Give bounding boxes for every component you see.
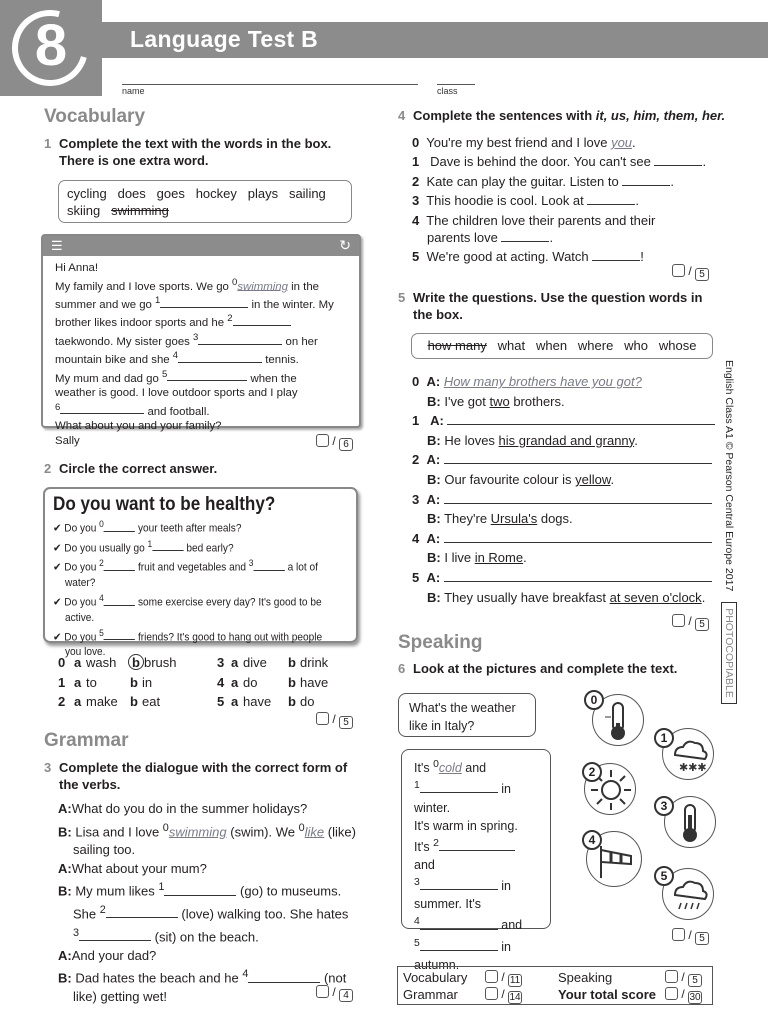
q5-row-b: B: They're Ursula's dogs.: [427, 511, 573, 527]
dialogue-line: $^3$ (sit) on the beach.: [73, 926, 259, 945]
answer-line[interactable]: [444, 570, 712, 582]
blank-3[interactable]: [198, 333, 282, 345]
q2-score: / 5: [316, 712, 353, 729]
q4-item: 2 Kate can play the guitar. Listen to .: [412, 173, 674, 189]
blank-5[interactable]: [592, 249, 640, 261]
answer-line[interactable]: [444, 492, 712, 504]
dialogue-line: B: Dad hates the beach and he $^4$ (not: [58, 968, 347, 986]
q5-row-b: B: He loves his grandad and granny.: [427, 432, 638, 448]
unit-number-badge: [0, 0, 102, 96]
vocab-total-label: Vocabulary: [403, 970, 468, 985]
blank-2[interactable]: [233, 314, 291, 326]
dialogue-line: B: Lisa and I love $^0$swimming (swim). We $^0$like (like): [58, 821, 356, 839]
score-box[interactable]: [665, 987, 678, 1000]
quiz-item: ✔ Do you $^0$ your teeth after meals?: [53, 519, 242, 535]
q5-score: / 5: [672, 614, 709, 631]
q5-row-b: B: They usually have breakfast at seven o'clock.: [427, 589, 706, 605]
q5-row-a: 2 A:: [412, 450, 717, 470]
answer-line[interactable]: [447, 413, 715, 425]
menu-icon[interactable]: ☰: [51, 238, 63, 253]
q1-word-box: [58, 180, 352, 223]
dialogue-line: A:What about your mum?: [58, 860, 207, 876]
q4-item: parents love .: [427, 230, 554, 246]
email-line: summer and we go $^1$ in the winter. My: [55, 294, 334, 311]
word-crossed: how many: [427, 338, 487, 353]
score-box[interactable]: [672, 928, 685, 941]
blank-1[interactable]: [164, 884, 236, 896]
photocopiable-label: PHOTOCOPIABLE: [721, 602, 737, 704]
score-box[interactable]: [316, 434, 329, 447]
blank-4[interactable]: [501, 230, 549, 242]
class-label: class: [437, 86, 458, 96]
quiz-item: ✔ Do you $^2$ fruit and vegetables and $^3$ a lot of: [53, 558, 318, 574]
word: where: [577, 338, 614, 353]
q4-item: 4 The children love their parents and their: [412, 212, 656, 228]
dialogue-line: A:What do you do in the summer holidays?: [58, 801, 308, 816]
q3-score: / 4: [316, 985, 353, 1002]
section-title-grammar: Grammar: [44, 730, 129, 751]
quiz-item: water?: [64, 576, 96, 589]
blank-2[interactable]: [439, 839, 515, 851]
score-box[interactable]: [316, 985, 329, 998]
q6-score: / 5: [672, 928, 709, 945]
q4-item: 5 We're good at acting. Watch !: [412, 249, 644, 265]
word: goes: [156, 186, 185, 201]
email-toolbar: [43, 236, 359, 256]
blank-1[interactable]: [160, 296, 248, 308]
blank-1[interactable]: [420, 781, 498, 793]
healthy-quiz-box: [43, 487, 358, 659]
dialogue-line: sailing too.: [73, 842, 136, 858]
q3-instruction: Complete the dialogue with the correct form of the verbs.: [59, 760, 348, 792]
blank-5[interactable]: [420, 939, 498, 951]
q4-number: 4: [398, 108, 406, 123]
email-line: My family and I love sports. We go $^0$swimming in the: [55, 276, 320, 293]
score-box[interactable]: [485, 987, 498, 1000]
email-line: mountain bike and she $^4$ tennis.: [55, 350, 299, 366]
section-title-speaking: Speaking: [398, 632, 483, 653]
word: cycling: [67, 186, 107, 201]
quiz-item: ✔ Do you usually go $^1$ bed early?: [53, 538, 234, 555]
q6-number: 6: [398, 661, 406, 676]
speech-bubble-answer: It's $^0$cold and $^1$ in winter. It's warm in spring. It's $^2$ and $^3$ in summer. It's $^4$ and $^5$ in autumn.: [401, 749, 551, 929]
blank-2[interactable]: [622, 174, 670, 186]
name-line[interactable]: [122, 84, 418, 85]
q1-instruction: Complete the text with the words in the box. There is one extra word.: [59, 136, 332, 168]
dialogue-line: A:And your dad?: [58, 947, 157, 963]
word: hockey: [195, 186, 237, 201]
score-summary: Vocabulary / 11 Speaking / 5 Grammar / 14 Your total score / 30: [397, 966, 713, 1005]
score-box[interactable]: [672, 614, 685, 627]
q3-number: 3: [44, 760, 52, 775]
blank-6[interactable]: [60, 402, 144, 414]
refresh-icon[interactable]: ↻: [339, 237, 351, 253]
word: whose: [658, 338, 697, 353]
name-label: name: [122, 86, 145, 96]
q6-instruction: Look at the pictures and complete the text.: [413, 661, 678, 676]
grammar-total-label: Grammar: [403, 987, 458, 1002]
blank-4[interactable]: [248, 971, 320, 983]
q5-items: [412, 372, 717, 607]
picture-number: 2: [582, 762, 602, 782]
copyright-text: English Class A1 © Pearson Central Europe 2017: [723, 360, 735, 592]
word: who: [624, 338, 649, 353]
dialogue-line: like) getting wet!: [73, 989, 167, 1005]
email-line: brother likes indoor sports and he $^2$: [55, 312, 347, 330]
q4-item: 3 This hoodie is cool. Look at .: [412, 193, 640, 209]
email-line: taekwondo. My sister goes $^3$ on her: [55, 331, 318, 348]
q5-row-a: 0 A: How many brothers have you got?: [412, 374, 642, 389]
email-line: weather is good. I love outdoor sports and I play: [55, 386, 298, 399]
answer-line[interactable]: [444, 531, 712, 543]
picture-number: 5: [654, 866, 674, 886]
email-line: My mum and dad go $^5$ when the: [55, 368, 297, 385]
speech-bubble-question: What's the weather like in Italy?: [398, 693, 536, 737]
blank-3[interactable]: [79, 929, 151, 941]
q5-row-b: B: Our favourite colour is yellow.: [427, 471, 615, 487]
q5-row-a: 4 A:: [412, 529, 717, 549]
picture-number: 1: [654, 728, 674, 748]
blank-1[interactable]: [654, 154, 702, 166]
q5-row-a: 1 A:: [412, 411, 717, 431]
blank-2[interactable]: [106, 906, 178, 918]
score-box[interactable]: [316, 712, 329, 725]
word: does: [117, 186, 146, 201]
blank-3[interactable]: [420, 878, 498, 890]
word: when: [535, 338, 568, 353]
email-line: Hi Anna!: [55, 262, 99, 274]
q5-word-box: [411, 333, 713, 359]
blank-4[interactable]: [178, 351, 262, 363]
quiz-item: active.: [64, 611, 95, 624]
word: skiing: [67, 203, 101, 218]
svg-text:✱✱✱: ✱✱✱: [679, 761, 707, 774]
word-crossed: swimming: [111, 203, 169, 218]
email-window: [41, 234, 361, 447]
word: plays: [247, 186, 279, 201]
blank-3[interactable]: [587, 193, 635, 205]
quiz-item: ✔ Do you $^5$ friends? It's good to hang out with people: [53, 627, 323, 644]
blank-4[interactable]: [420, 918, 498, 930]
q4-score: / 5: [672, 264, 709, 281]
score-box[interactable]: [672, 264, 685, 277]
q3-dialogue: [58, 800, 368, 1007]
quiz-item: you love.: [64, 646, 106, 659]
total-score-label: Your total score: [558, 987, 657, 1002]
dialogue-line: B: My mum likes $^1$ (go) to museums.: [58, 881, 342, 899]
q4-instruction: Complete the sentences with it, us, him, them, her.: [413, 108, 726, 123]
q2-answers: 0 a wash b brush 3 a dive b drink 1 a to b in 4 a do b have 2 a make b eat 5 a have b do: [58, 655, 329, 709]
email-body: [43, 256, 359, 453]
blank-5[interactable]: [167, 369, 247, 381]
quiz-item: ✔ Do you $^4$ some exercise every day? It's good to be: [53, 592, 322, 609]
q5-number: 5: [398, 290, 406, 305]
class-line[interactable]: [437, 84, 475, 85]
picture-number: 0: [584, 690, 604, 710]
word: sailing: [288, 186, 326, 201]
score-box[interactable]: [485, 970, 498, 983]
answer-line[interactable]: [444, 452, 712, 464]
picture-number: 3: [654, 796, 674, 816]
q5-row-b: B: I live in Rome.: [427, 550, 527, 566]
email-line: Sally: [55, 434, 80, 447]
q5-row-a: 5 A:: [412, 568, 717, 588]
q1-number: 1: [44, 136, 52, 151]
page-title: Language Test B: [130, 26, 319, 52]
section-title-vocabulary: Vocabulary: [44, 106, 146, 127]
email-line: $^6$ and football.: [55, 401, 210, 418]
q5-instruction: Write the questions. Use the question words in the box.: [413, 290, 703, 322]
q5-row-a: 3 A:: [412, 490, 717, 510]
word: what: [497, 338, 526, 353]
circled-answer[interactable]: b: [128, 654, 144, 670]
q4-item: 0 You're my best friend and I love you.: [412, 135, 636, 150]
copyright-sidebar: [723, 360, 735, 704]
unit-number: 8: [34, 13, 68, 78]
q1-score: / 6: [316, 434, 353, 451]
q5-row-b: B: I've got two brothers.: [427, 393, 565, 409]
q2-number: 2: [44, 461, 52, 476]
quiz-title: Do you want to be healthy?: [53, 494, 276, 515]
email-line: What about you and your family?: [55, 419, 222, 432]
q2-instruction: Circle the correct answer.: [59, 461, 218, 476]
q4-item: 1 Dave is behind the door. You can't see .: [412, 154, 707, 170]
speaking-total-label: Speaking: [558, 970, 613, 985]
score-box[interactable]: [665, 970, 678, 983]
picture-number: 4: [582, 830, 602, 850]
q4-items: [412, 133, 722, 267]
dialogue-line: She $^2$ (love) walking too. She hates: [73, 904, 349, 922]
